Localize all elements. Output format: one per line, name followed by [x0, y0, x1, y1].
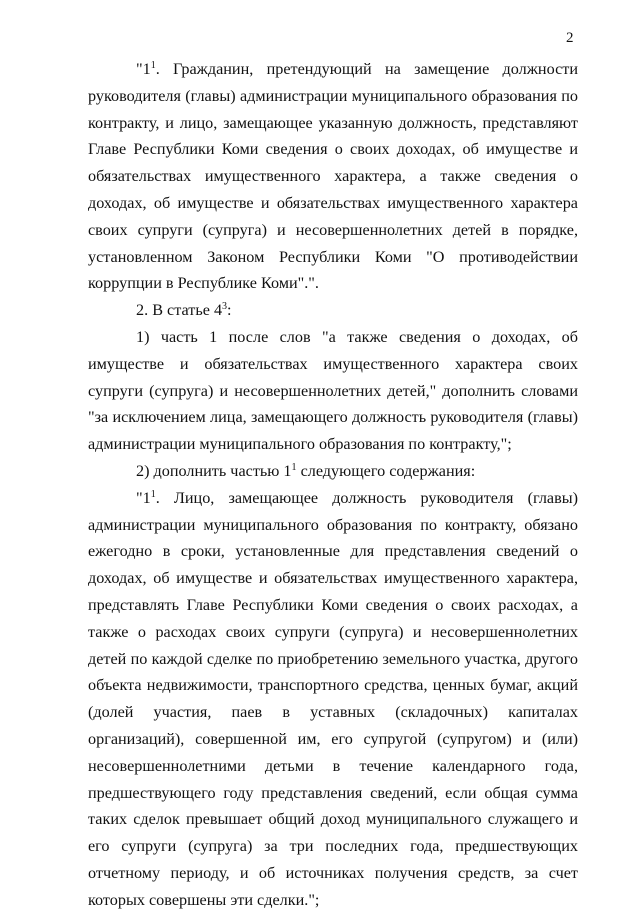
superscript: 3 [222, 301, 228, 313]
paragraph-1-1 [88, 56, 578, 297]
paragraph-text: . Гражданин, претендующий на замещение должности руководителя (главы) администрации муниципального образования по контракту, и лицо, замещающее указанную должность, представляют Главе Республики Коми сведения о своих доходах, об имуществе и обязательствах имущественного характера, а также сведения о доходах, об имуществе и обязательствах имущественного характера своих супруги (супруга) и несовершеннолетних детей в порядке, установленном Законом Республики Коми "О противодействии коррупции в Республике Коми".". [88, 60, 578, 293]
superscript: 1 [150, 488, 156, 500]
paragraph-open: "1 [136, 60, 151, 78]
paragraph-item-2 [88, 458, 578, 485]
page-number: 2 [566, 30, 574, 46]
paragraph-article-4-3 [88, 297, 578, 324]
paragraph-part-1-1 [88, 485, 578, 914]
superscript: 1 [150, 60, 156, 71]
paragraph-text: . Лицо, замещающее должность руководителя (главы) администрации муниципального образования по контракту, обязано ежегодно в сроки, установленные для представления сведений о доходах, об имуществе и обязательствах имущественного характера, представлять Главе Республики Коми сведения о своих расходах, а также о расходах своих супруги (супруга) и несовершеннолетних детей по каждой сделке по приобретению земельного участка, другого объекта недвижимости, транспортного средства, ценных бумаг, акций (долей участия, паев в уставных (складочных) капиталах организаций), совершенной им, его супругой (супругом) и (или) несовершеннолетними детьми в течение календарного года, предшествующего году представления сведений, если общая сумма таких сделок превышает общий доход муниципального служащего и его супруги (супруга) за три последних года, предшествующих отчетному периоду, и об источниках получения средств, за счет которых совершены эти сделки."; [88, 488, 578, 909]
paragraph-text: следующего содержания: [296, 461, 476, 480]
superscript: 1 [291, 461, 297, 473]
paragraph-text: 2. В статье 4 [136, 301, 223, 320]
paragraph-open: "1 [136, 488, 151, 507]
paragraph-text: 1) часть 1 после слов "а также сведения о доходах, об имуществе и обязательствах имущественного характера своих супруги (супруга) и несовершеннолетних детей," дополнить словами "за исключением лица, замещающего должность руководителя (главы) администрации муниципального образования по контракту,"; [88, 327, 578, 454]
paragraph-text: : [227, 301, 232, 320]
document-body [88, 56, 578, 914]
paragraph-text: 2) дополнить частью 1 [136, 461, 292, 480]
paragraph-item-1 [88, 324, 578, 458]
